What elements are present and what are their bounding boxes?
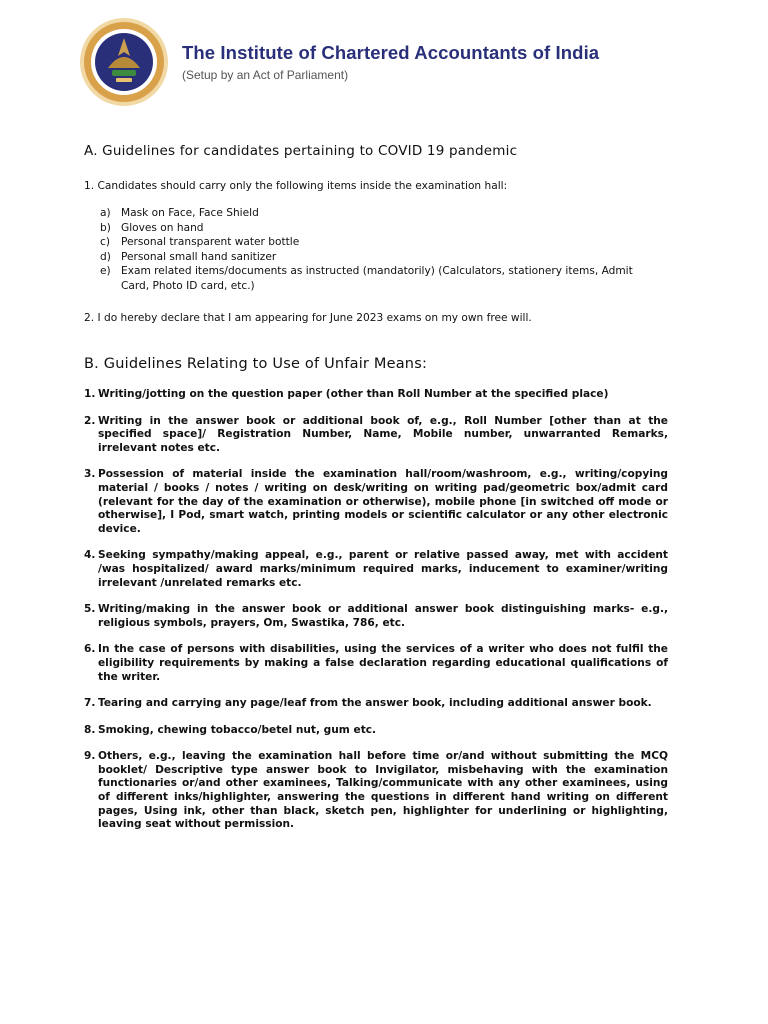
item-text: Candidates should carry only the following items inside the examination hall: xyxy=(97,180,508,192)
rule-text: Seeking sympathy/making appeal, e.g., parent or relative passed away, met with accident /was hospitalized/ award marks/minimum required marks, inducement to examiner/writing irrelevant /unrelated remarks etc. xyxy=(98,549,668,589)
rule-item xyxy=(84,643,668,684)
rule-number: 2. xyxy=(84,414,96,427)
rule-number: 1. xyxy=(84,388,96,400)
icai-logo xyxy=(78,16,170,108)
rule-text: Tearing and carrying any page/leaf from the answer book, including additional answer book. xyxy=(98,697,652,710)
list-text: Personal small hand sanitizer xyxy=(121,250,277,263)
list-item xyxy=(100,221,660,236)
rule-number: 7. xyxy=(84,697,96,710)
rule-item xyxy=(84,549,668,590)
section-b-heading: B. Guidelines Relating to Use of Unfair Means: xyxy=(84,356,428,372)
section-a-item-1 xyxy=(84,179,507,194)
rule-item xyxy=(84,603,668,630)
rule-number: 3. xyxy=(84,468,96,481)
item-number: 1. xyxy=(84,180,95,192)
section-a-item-2 xyxy=(84,311,532,326)
letterhead xyxy=(68,18,648,106)
rule-number: 9. xyxy=(84,750,96,763)
rule-text: Writing in the answer book or additional book of, e.g., Roll Number [other than at the specified space]/ Registration Number, Name, Mobile number, unwarranted Remarks, irrelevant notes etc. xyxy=(98,414,668,454)
rule-text: In the case of persons with disabilities, using the services of a writer who does not fulfil the eligibility requirements by making a false declaration regarding educational qualifications of the writer. xyxy=(98,643,668,683)
item-text: I do hereby declare that I am appearing for June 2023 exams on my own free will. xyxy=(97,312,532,324)
rule-text: Writing/making in the answer book or additional answer book distinguishing marks- e.g., religious symbols, prayers, Om, Swastika, 786, etc. xyxy=(98,603,668,629)
allowed-items-list xyxy=(100,206,660,293)
list-item xyxy=(100,250,660,265)
rule-text: Others, e.g., leaving the examination hall before time or/and without submitting the MCQ booklet/ Descriptive type answer book to Invigilator, misbehaving with the examination functionaries or/and other examinees, Talking/communicate with any other examinees, using of different inks/highlighter, answering the questions in different hand writing on different pages, Using ink, other than black, sketch pen, highlighter for underlining or highlighting, leaving seat without permission. xyxy=(98,750,668,831)
rule-number: 8. xyxy=(84,723,96,736)
rule-text: Writing/jotting on the question paper (other than Roll Number at the specified place) xyxy=(98,388,609,400)
organization-subtitle: (Setup by an Act of Parliament) xyxy=(182,68,349,82)
list-marker: b) xyxy=(100,221,111,234)
item-number: 2. xyxy=(84,312,95,324)
rule-item xyxy=(84,415,668,456)
list-marker: a) xyxy=(100,207,111,219)
rule-item xyxy=(84,724,668,738)
list-item xyxy=(100,264,660,293)
list-text: Exam related items/documents as instructed (mandatorily) (Calculators, stationery items, Admit Card, Photo ID card, etc.) xyxy=(121,265,633,292)
rule-number: 4. xyxy=(84,549,96,562)
rule-number: 5. xyxy=(84,603,96,616)
organization-name: The Institute of Chartered Accountants of India xyxy=(182,42,600,63)
section-a-heading: A. Guidelines for candidates pertaining to COVID 19 pandemic xyxy=(84,143,518,159)
rule-item xyxy=(84,388,668,402)
rule-item xyxy=(84,750,668,832)
list-text: Gloves on hand xyxy=(121,221,204,234)
organization-block xyxy=(182,42,599,82)
list-marker: c) xyxy=(100,236,110,248)
rule-number: 6. xyxy=(84,643,96,656)
rule-text: Smoking, chewing tobacco/betel nut, gum etc. xyxy=(98,723,377,736)
list-text: Mask on Face, Face Shield xyxy=(121,207,259,219)
list-marker: d) xyxy=(100,250,111,263)
list-text: Personal transparent water bottle xyxy=(121,236,300,248)
unfair-means-list xyxy=(84,388,668,832)
rule-text: Possession of material inside the examination hall/room/washroom, e.g., writing/copying material / books / notes / writing on desk/writing on writing pad/geometric box/admit card (relevant for the day of the examination or otherwise), mobile phone [in switched off mode or otherwise], I Pod, smart watch, printing models or scientific calculator or any other electronic device. xyxy=(98,468,668,535)
list-marker: e) xyxy=(100,265,111,277)
rule-item xyxy=(84,697,668,711)
list-item xyxy=(100,206,660,221)
list-item xyxy=(100,235,660,250)
rule-item xyxy=(84,468,668,536)
